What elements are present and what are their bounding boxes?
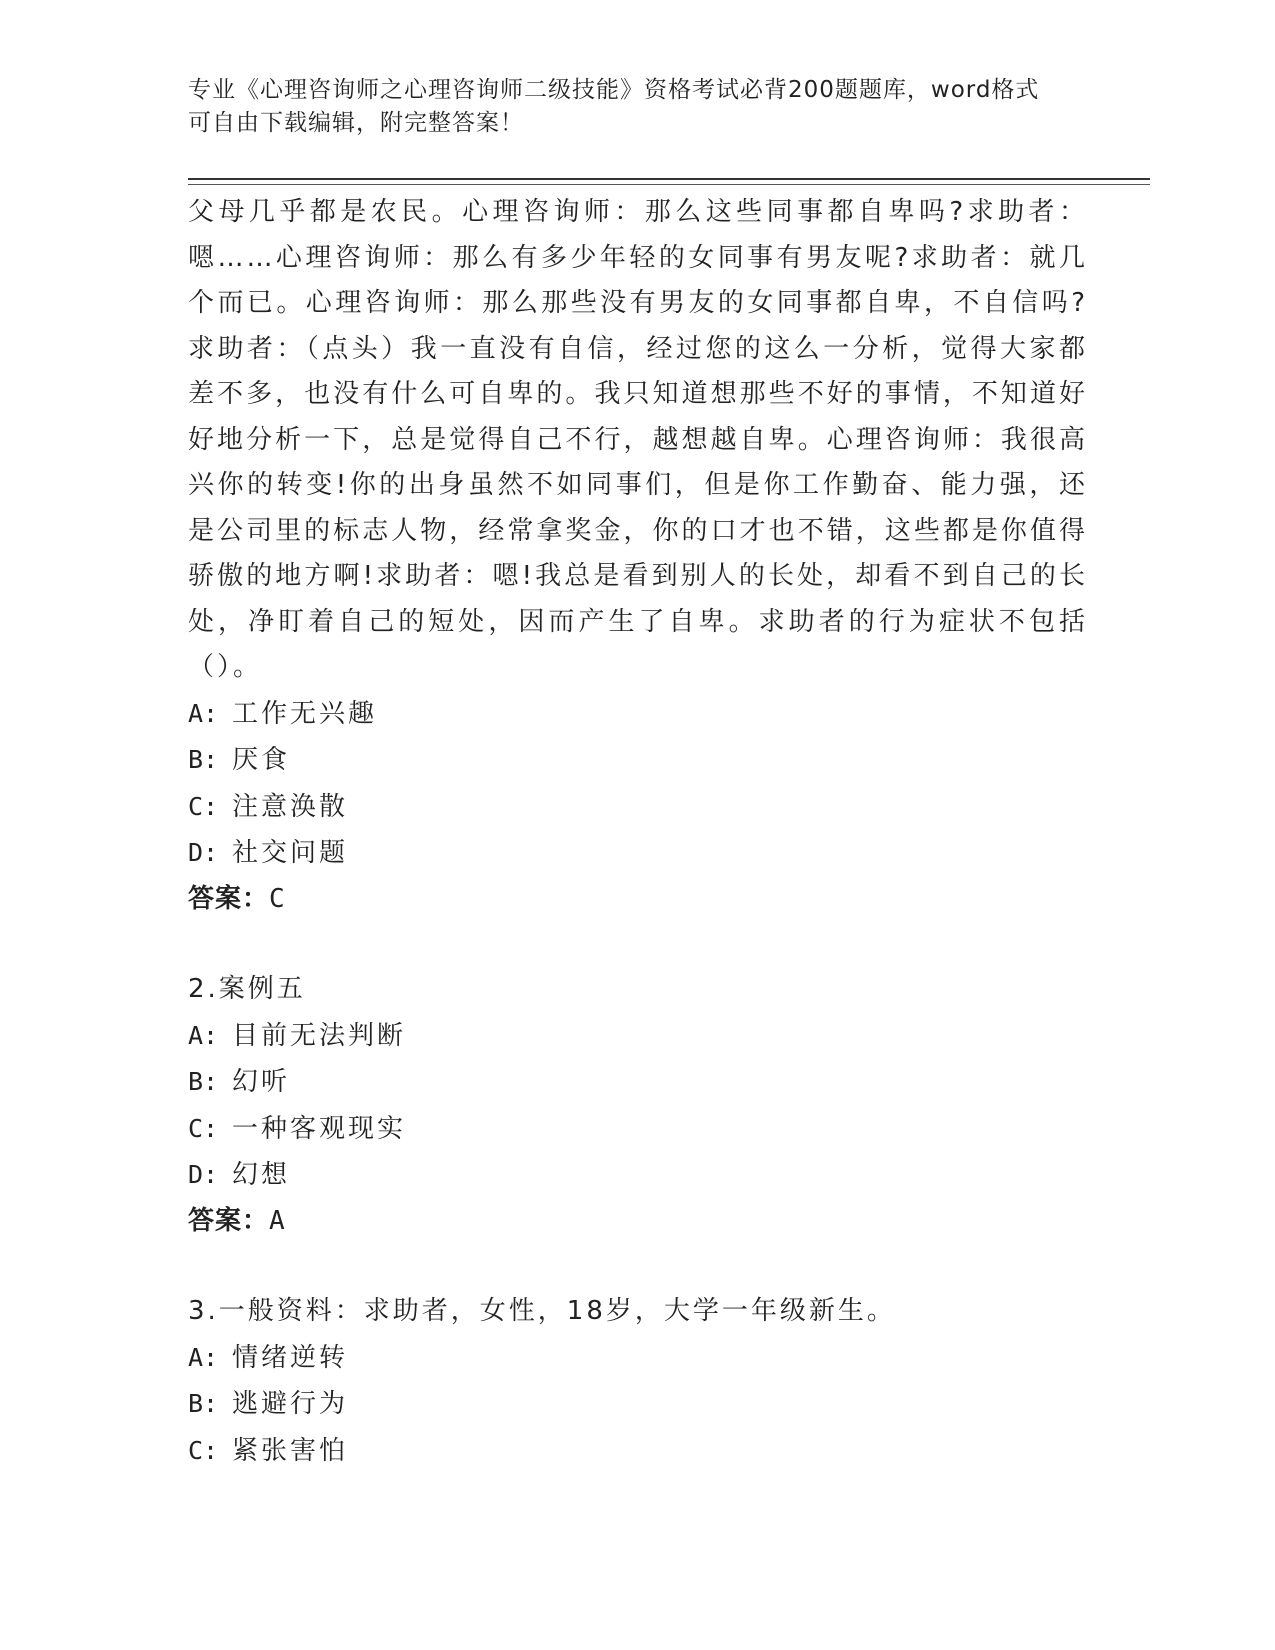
option-letter: B:	[188, 745, 219, 774]
spacer	[188, 922, 1088, 967]
option-text: 社交问题	[232, 838, 349, 868]
document-header	[188, 74, 1068, 140]
question-text: 父母几乎都是农民。心理咨询师：那么这些同事都自卑吗?求助者：嗯……心理咨询师：那么有多少年轻的女同事有男友呢?求助者：就几个而已。心理咨询师：那么那些没有男友的女同事都自卑，不自信吗?求助者：（点头）我一直没有自信，经过您的这么一分析，觉得大家都差不多，也没有什么可自卑的。我只知道想那些不好的事情，不知道好好地分析一下，总是觉得自己不行，越想越自卑。心理咨询师：我很高兴你的转变!你的出身虽然不如同事们，但是你工作勤奋、能力强，还是公司里的标志人物，经常拿奖金，你的口才也不错，这些都是你值得骄傲的地方啊!求助者：嗯!我总是看到别人的长处，却看不到自己的长处，净盯着自己的短处，因而产生了自卑。求助者的行为症状不包括（）。	[188, 197, 1088, 682]
option-letter: C:	[188, 1113, 219, 1143]
header-line-2: 可自由下载编辑，附完整答案！	[188, 110, 524, 136]
option-letter: A:	[188, 1342, 219, 1372]
option-text: 注意涣散	[232, 791, 349, 822]
option-letter: D:	[188, 1160, 219, 1189]
option-b	[188, 1059, 1088, 1106]
option-d	[188, 830, 1088, 877]
answer-line	[188, 1199, 1088, 1245]
option-letter: A:	[188, 698, 219, 728]
question-text: 3.一般资料：求助者，女性，18岁，大学一年级新生。	[188, 1296, 896, 1326]
option-letter: B:	[188, 1389, 219, 1418]
header-line-1: 专业《心理咨询师之心理咨询师二级技能》资格考试必背200题题库，word格式	[188, 77, 1040, 103]
option-letter: C:	[188, 791, 219, 821]
header-divider-thin	[188, 184, 1150, 185]
answer-value: C	[269, 883, 286, 914]
option-b	[188, 1381, 1088, 1428]
option-a	[188, 1013, 1088, 1060]
header-divider-thick	[188, 178, 1150, 180]
option-a	[188, 1335, 1088, 1382]
option-letter: C:	[188, 1435, 219, 1465]
option-text: 紧张害怕	[232, 1435, 349, 1466]
answer-label: 答案：	[188, 883, 270, 914]
option-text: 一种客观现实	[232, 1113, 407, 1144]
spacer	[188, 1244, 1088, 1289]
answer-line	[188, 877, 1088, 923]
option-text: 工作无兴趣	[232, 698, 378, 729]
option-a	[188, 691, 1088, 738]
option-d	[188, 1152, 1088, 1199]
option-letter: D:	[188, 838, 219, 867]
question-block-3	[188, 1289, 1088, 1474]
option-c	[188, 1428, 1088, 1475]
option-text: 幻听	[232, 1067, 291, 1097]
option-text: 逃避行为	[232, 1389, 349, 1419]
option-text: 幻想	[232, 1160, 291, 1190]
answer-label: 答案：	[188, 1205, 270, 1236]
option-text: 情绪逆转	[232, 1342, 349, 1373]
question-text: 2.案例五	[188, 974, 306, 1004]
option-letter: B:	[188, 1067, 219, 1096]
option-letter: A:	[188, 1020, 219, 1050]
answer-value: A	[269, 1205, 286, 1236]
option-text: 目前无法判断	[232, 1020, 407, 1051]
option-c	[188, 1106, 1088, 1153]
option-c	[188, 784, 1088, 831]
option-text: 厌食	[232, 745, 291, 775]
question-list	[188, 190, 1088, 1474]
option-b	[188, 737, 1088, 784]
question-block-1	[188, 190, 1088, 922]
question-block-2	[188, 967, 1088, 1244]
